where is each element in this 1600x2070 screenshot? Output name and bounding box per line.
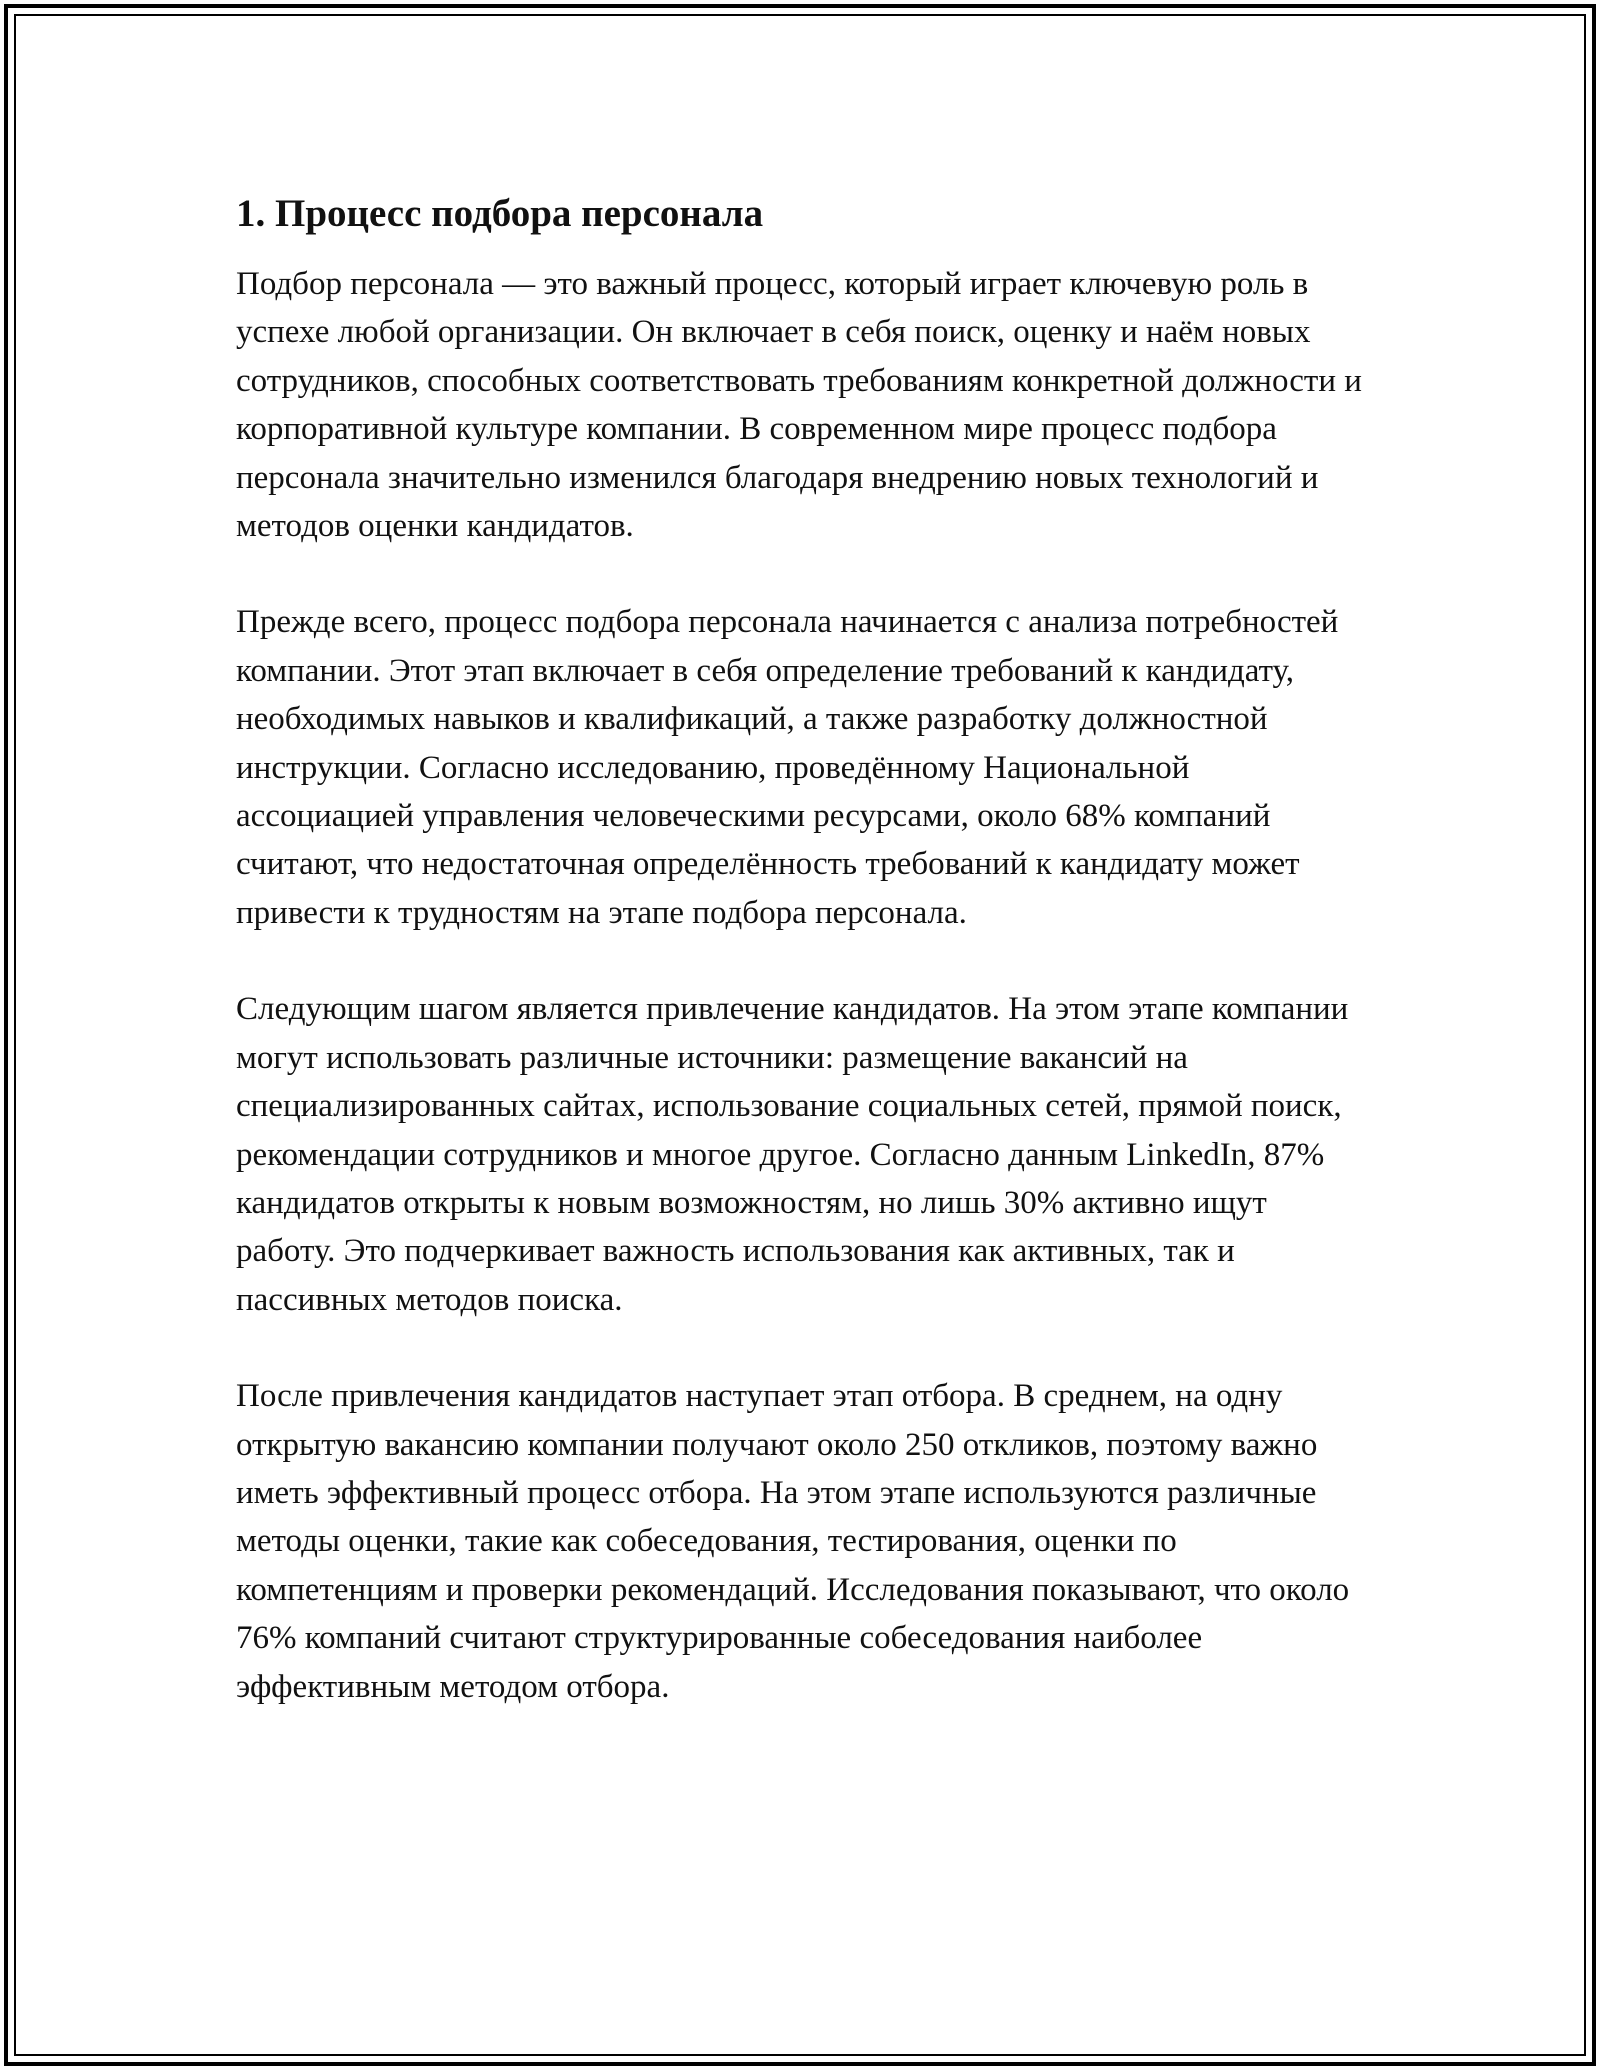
paragraph-intro: Подбор персонала — это важный процесс, который играет ключевую роль в успехе любой организации. Он включает в себя поиск, оценку и наём новых сотрудников, способных соответствовать требованиям конкретной должности и корпоративной культуре компании. В современном мире процесс подбора персонала значительно изменился благодаря внедрению новых технологий и методов оценки кандидатов.: [236, 266, 1362, 545]
paragraph-needs-analysis: Прежде всего, процесс подбора персонала начинается с анализа потребностей компании. Этот этап включает в себя определение требований к кандидату, необходимых навыков и квалификаций, а также разработку должностной инструкции. Согласно исследованию, проведённому Национальной ассоциацией управления человеческими ресурсами, около 68% компаний считают, что недостаточная определённость требований к кандидату может привести к трудностям на этапе подбора персонала.: [236, 604, 1339, 931]
section-heading: 1. Процесс подбора персонала: [236, 192, 764, 235]
document-body: [236, 186, 1366, 1759]
paragraph-selection: После привлечения кандидатов наступает этап отбора. В среднем, на одну открытую вакансию компании получают около 250 откликов, поэтому важно иметь эффективный процесс отбора. На этом этапе используются различные методы оценки, такие как собеседования, тестирования, оценки по компетенциям и проверки рекомендаций. Исследования показывают, что около 76% компаний считают структурированные собеседования наиболее эффективным методом отбора.: [236, 1378, 1350, 1705]
paragraph-attraction: Следующим шагом является привлечение кандидатов. На этом этапе компании могут использовать различные источники: размещение вакансий на специализированных сайтах, использование социальных сетей, прямой поиск, рекомендации сотрудников и многое другое. Согласно данным LinkedIn, 87% кандидатов открыты к новым возможностям, но лишь 30% активно ищут работу. Это подчеркивает важность использования как активных, так и пассивных методов поиска.: [236, 991, 1349, 1318]
